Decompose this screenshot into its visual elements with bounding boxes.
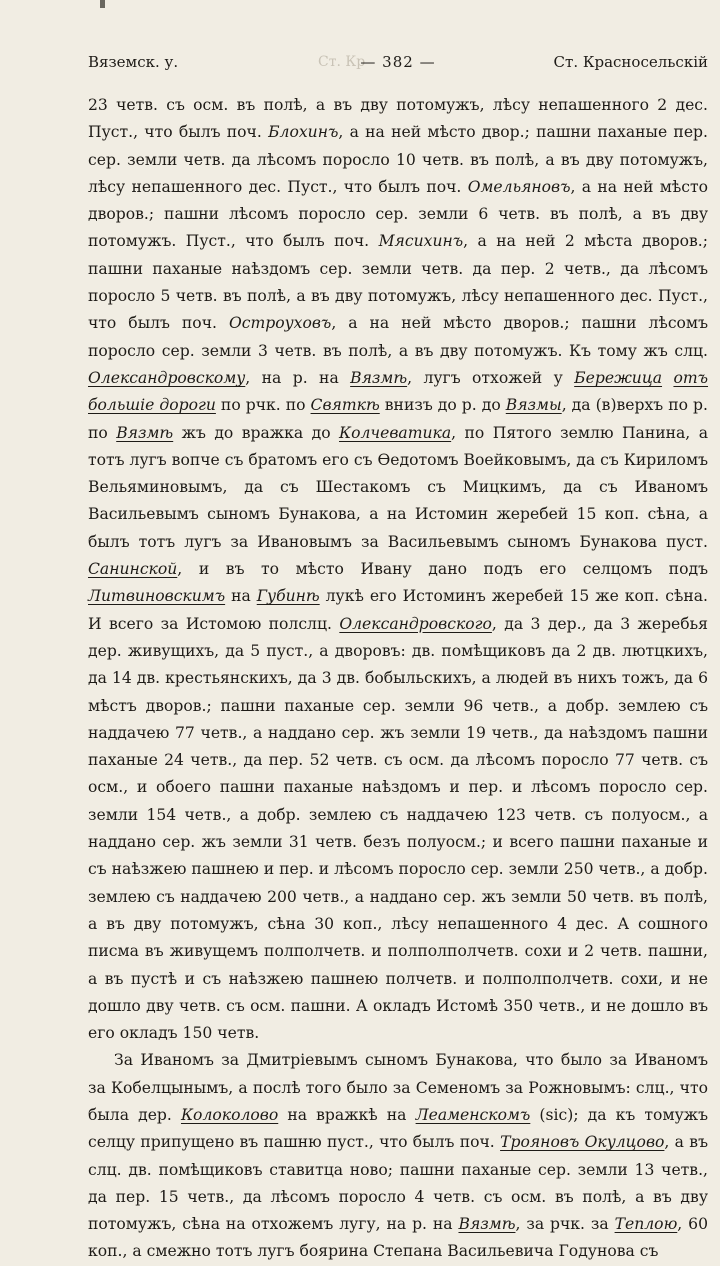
- text-run: лукѣ его Истоминъ жеребей 15 же коп. сѣна. И всего за Истомою полслц.: [88, 587, 708, 633]
- place-name: Колоколово: [180, 1105, 279, 1124]
- place-name: Теплою: [614, 1215, 678, 1234]
- place-name: Олександровского: [339, 614, 492, 633]
- text-run: , а въ слц. дв. помѣщиковъ ставитца ново; пашни паханые сер. земли 13 четв., да пер. 15 четв., да лѣсомъ поросло 4 четв. съ осм. въ полѣ, а въ дву потомужъ, сѣна на отхожемъ лугу, на р. на: [88, 1133, 708, 1234]
- text-run: , 60 коп., а смежно тотъ лугъ боярина Степана Васильевича Годунова съ: [88, 1215, 708, 1261]
- italic-name: Блохинъ: [268, 123, 339, 142]
- header-left: Вяземск. у.: [88, 53, 179, 71]
- text-run: , да 3 дер., да 3 жеребья дер. живущихъ, да 5 пуст., а дворовъ: дв. помѣщиковъ да 2 дв. лютцкихъ, да 14 дв. крестьянскихъ, да 3 дв. бобыльскихъ, а людей въ нихъ тожъ, да 6 мѣстъ дворов.; пашни паханые сер. земли 96 четв., а добр. землею съ наддачею 77 четв., а наддано сер. жъ земли 19 четв., да наѣздомъ пашни паханые 24 четв., да пер. 52 четв. съ осм. да лѣсомъ поросло 77 четв. съ осм., и обоего пашни паханые наѣздомъ и пер. и лѣсомъ поросло сер. земли 154 четв., а добр. землею съ наддачею 123 четв. съ полуосм., а наддано сер. жъ земли 31 четв. безъ полуосм.; и всего пашни паханые и съ наѣзжею пашнею и пер. и лѣсомъ поросло сер. земли 250 четв., а добр. землею съ наддачею 200 четв., а наддано сер. жъ земли 50 четв. въ полѣ, а въ дву потомужъ, сѣна 30 коп., лѣсу непашенного 4 дес. А сошного писма въ живущемъ полполчетв. и полполполчетв. сохи и 2 четв. пашни, а въ пустѣ и съ наѣзжею пашнею полчетв. и полполполчетв. сохи, и не дошло дву четв. съ осм. пашни. А окладъ Истомѣ 350 четв., и не дошло въ его окладъ 150 четв.: [88, 614, 708, 1043]
- place-name: Вязмы: [505, 396, 562, 415]
- page-number: — 382 —: [360, 53, 436, 71]
- paragraph-1: [88, 92, 708, 1047]
- paragraph-2: [88, 1047, 708, 1265]
- text-run: , и въ то мѣсто Ивану дано подъ его селцомъ подъ: [177, 560, 708, 579]
- italic-name: Мясихинъ: [378, 232, 464, 251]
- text-run: , а на ней мѣсто дворов.; пашни лѣсомъ поросло сер. земли 6 четв. въ полѣ, а въ дву потомужъ. Пуст., что былъ поч.: [88, 177, 708, 251]
- text-run: , на р. на: [245, 368, 351, 387]
- italic-name: Омельяновъ: [467, 177, 571, 196]
- header-right: Ст. Красносельскій: [553, 53, 708, 71]
- place-name: Олександровскому: [88, 368, 246, 387]
- text-run: (sic); да къ томужъ селцу припущено въ пашню пуст., что былъ поч.: [88, 1105, 709, 1152]
- text-run: жъ до вражка до: [173, 423, 340, 442]
- text-run: внизъ до р. до: [379, 396, 506, 415]
- text-run: [662, 369, 673, 387]
- text-run: , а на ней мѣсто двор.; пашни паханые пер. сер. земли четв. да лѣсомъ поросло 10 четв. въ полѣ, а въ дву потомужъ, лѣсу непашенного дес. Пуст., что былъ поч.: [88, 123, 708, 196]
- place-name: Вязмѣ: [350, 368, 408, 387]
- place-name: Колчеватика: [339, 423, 452, 442]
- text-run: 23 четв. съ осм. въ полѣ, а въ дву потомужъ, лѣсу непашенного 2 дес. Пуст., что былъ поч.: [88, 96, 708, 142]
- place-name: Вязмѣ: [116, 423, 174, 442]
- place-name: Леаменскомъ: [415, 1105, 531, 1124]
- text-run: , по Пятого землю Панина, а тотъ лугъ вопче съ братомъ его съ Ѳедотомъ Воейковымъ, да съ Кириломъ Вельяминовымъ, да съ Шестакомъ съ Мицкимъ, да съ Иваномъ Васильевымъ сыномъ Бунакова, а на Истомин жеребей 15 коп. сѣна, а былъ тотъ лугъ за Ивановымъ за Васильевымъ сыномъ Бунакова пуст.: [88, 423, 708, 551]
- text-run: на вражкѣ на: [278, 1105, 416, 1124]
- text-run: , да (в)верхъ по р. по: [88, 396, 708, 442]
- place-name: Трояновъ Окулцово: [500, 1133, 665, 1152]
- body-text: [88, 92, 708, 1266]
- italic-name: Остроуховъ: [228, 314, 332, 333]
- text-run: по рчк. по: [215, 396, 311, 415]
- place-name: Бережица: [574, 368, 663, 387]
- scan-mark: [100, 0, 105, 8]
- place-name: Санинской: [88, 560, 178, 579]
- place-name: Святкѣ: [310, 396, 380, 415]
- text-run: , лугъ отхожей у: [407, 368, 575, 387]
- text-run: За Иваномъ за Дмитріевымъ сыномъ Бунакова, что было за Иваномъ за Кобелцынымъ, а послѣ того было за Семеномъ за Рожновымъ: слц., что была дер.: [88, 1051, 708, 1124]
- place-name: Губинѣ: [256, 587, 320, 606]
- text-run: , за рчк. за: [515, 1215, 615, 1234]
- place-name: Вязмѣ: [458, 1215, 516, 1234]
- place-name: Литвиновскимъ: [88, 587, 226, 606]
- place-name: отъ большіе дороги: [88, 368, 709, 415]
- text-run: , а на ней 2 мѣста дворов.; пашни паханые наѣздомъ сер. земли четв. да пер. 2 четв., да лѣсомъ поросло 5 четв. въ полѣ, а въ дву потомужъ, лѣсу непашенного дес. Пуст., что былъ поч.: [88, 232, 708, 333]
- running-header: [88, 50, 708, 74]
- text-run: , а на ней мѣсто дворов.; пашни лѣсомъ поросло сер. земли 3 четв. въ полѣ, а въ дву потомужъ. Къ тому жъ слц.: [88, 314, 708, 360]
- text-run: на: [225, 587, 257, 606]
- bleed-through-text: Ст. Кр: [318, 54, 366, 70]
